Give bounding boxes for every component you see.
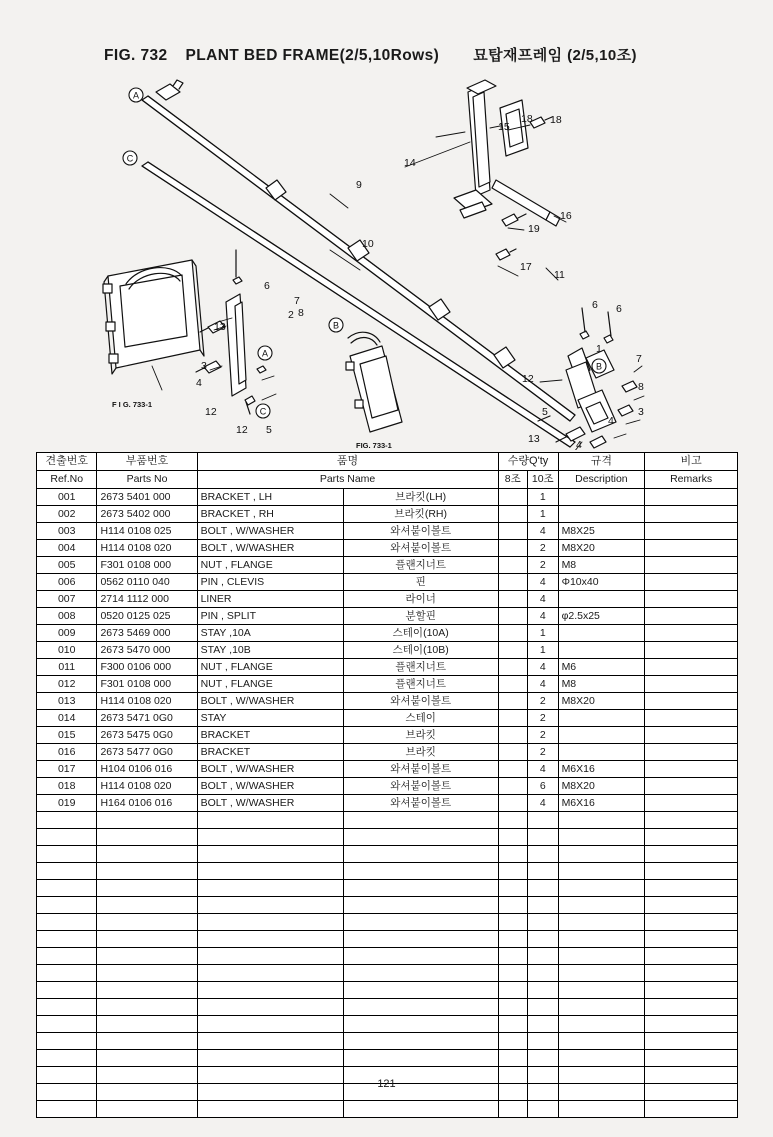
cell-qty-10: 2 <box>527 727 558 744</box>
cell-remarks <box>645 608 738 625</box>
cell-parts-no: H114 0108 020 <box>97 693 197 710</box>
cell-qty-10: 2 <box>527 557 558 574</box>
cell-parts-name-korean: 플랜지너트 <box>343 659 498 676</box>
table-row-empty <box>37 846 738 863</box>
cell-remarks <box>645 795 738 812</box>
svg-text:C: C <box>126 153 134 164</box>
cell-ref-no: 002 <box>37 506 97 523</box>
table-row-empty <box>37 880 738 897</box>
cell-qty-8 <box>498 778 527 795</box>
cell-ref-no: 019 <box>37 795 97 812</box>
table-row-empty <box>37 948 738 965</box>
cell-remarks <box>645 540 738 557</box>
cell-description: M6X16 <box>558 795 645 812</box>
table-row <box>37 523 738 540</box>
table-row <box>37 591 738 608</box>
svg-text:10: 10 <box>362 238 374 250</box>
svg-text:1: 1 <box>596 343 602 355</box>
cell-qty-10: 1 <box>527 506 558 523</box>
header-remarks: Remarks <box>645 471 738 489</box>
table-row-empty <box>37 1050 738 1067</box>
header-remarks-kr: 비고 <box>645 453 738 471</box>
table-row-empty <box>37 1101 738 1118</box>
svg-text:14: 14 <box>404 157 416 169</box>
table-row <box>37 761 738 778</box>
cell-remarks <box>645 676 738 693</box>
cell-parts-name: BOLT , W/WASHER <box>197 523 343 540</box>
svg-text:13: 13 <box>214 321 226 333</box>
cell-parts-name: PIN , CLEVIS <box>197 574 343 591</box>
cell-parts-no: H114 0108 025 <box>97 523 197 540</box>
cell-qty-10: 2 <box>527 693 558 710</box>
svg-text:6: 6 <box>264 280 270 292</box>
cell-qty-8 <box>498 608 527 625</box>
table-header-korean <box>37 453 738 471</box>
cell-qty-8 <box>498 489 527 506</box>
cell-remarks <box>645 659 738 676</box>
cell-description: φ2.5x25 <box>558 608 645 625</box>
cell-parts-name: BRACKET <box>197 744 343 761</box>
cell-remarks <box>645 642 738 659</box>
cell-parts-name-korean: 분할핀 <box>343 608 498 625</box>
cell-parts-name-korean: 와셔붙이볼트 <box>343 778 498 795</box>
cell-parts-name: LINER <box>197 591 343 608</box>
cell-ref-no: 014 <box>37 710 97 727</box>
cell-description: Φ10x40 <box>558 574 645 591</box>
cell-parts-name-korean: 플랜지너트 <box>343 557 498 574</box>
cell-description <box>558 625 645 642</box>
table-row-empty <box>37 931 738 948</box>
cell-ref-no: 005 <box>37 557 97 574</box>
cell-remarks <box>645 557 738 574</box>
cell-description <box>558 506 645 523</box>
cell-remarks <box>645 523 738 540</box>
cell-parts-name: BOLT , W/WASHER <box>197 795 343 812</box>
svg-text:12: 12 <box>236 424 248 436</box>
header-ref-no-kr: 견출번호 <box>37 453 97 471</box>
svg-text:5: 5 <box>266 424 272 436</box>
cell-parts-no: 2714 1112 000 <box>97 591 197 608</box>
cell-qty-8 <box>498 540 527 557</box>
cell-qty-10: 1 <box>527 642 558 659</box>
cell-description <box>558 710 645 727</box>
table-header-english <box>37 471 738 489</box>
header-parts-name: Parts Name <box>197 471 498 489</box>
cell-parts-no: H114 0108 020 <box>97 540 197 557</box>
cell-qty-10: 2 <box>527 744 558 761</box>
svg-text:4: 4 <box>608 415 614 427</box>
cell-parts-name: STAY ,10A <box>197 625 343 642</box>
cell-parts-name-korean: 와셔붙이볼트 <box>343 540 498 557</box>
table-row <box>37 642 738 659</box>
cell-description: M6X16 <box>558 761 645 778</box>
page-number: 121 <box>377 1078 396 1090</box>
cell-parts-name: BRACKET , LH <box>197 489 343 506</box>
cell-remarks <box>645 574 738 591</box>
table-row-empty <box>37 914 738 931</box>
svg-text:6: 6 <box>592 299 598 311</box>
header-parts-no: Parts No <box>97 471 197 489</box>
cell-parts-no: H114 0108 020 <box>97 778 197 795</box>
table-row <box>37 778 738 795</box>
table-row-empty <box>37 1016 738 1033</box>
cell-qty-8 <box>498 676 527 693</box>
svg-text:F I G. 733-1: F I G. 733-1 <box>112 400 153 409</box>
cell-parts-name: BOLT , W/WASHER <box>197 693 343 710</box>
table-row <box>37 710 738 727</box>
cell-qty-10: 4 <box>527 761 558 778</box>
svg-text:4: 4 <box>576 439 582 450</box>
svg-text:11: 11 <box>554 269 565 281</box>
cell-parts-name: BOLT , W/WASHER <box>197 761 343 778</box>
svg-text:A: A <box>261 348 269 359</box>
cell-parts-name-korean: 와셔붙이볼트 <box>343 523 498 540</box>
cell-ref-no: 007 <box>37 591 97 608</box>
cell-ref-no: 008 <box>37 608 97 625</box>
cell-remarks <box>645 744 738 761</box>
cell-description: M6 <box>558 659 645 676</box>
cell-parts-name-korean: 브라킷 <box>343 727 498 744</box>
cell-parts-name-korean: 브라킷(LH) <box>343 489 498 506</box>
cell-remarks <box>645 506 738 523</box>
cell-description: M8 <box>558 557 645 574</box>
svg-text:3: 3 <box>201 360 207 372</box>
table-row <box>37 795 738 812</box>
cell-qty-10: 2 <box>527 710 558 727</box>
cell-remarks <box>645 591 738 608</box>
cell-qty-10: 1 <box>527 625 558 642</box>
svg-text:8: 8 <box>638 381 644 393</box>
cell-description: M8 <box>558 676 645 693</box>
cell-qty-10: 6 <box>527 778 558 795</box>
cell-qty-8 <box>498 761 527 778</box>
svg-text:2: 2 <box>288 309 294 321</box>
svg-text:17: 17 <box>520 261 532 273</box>
cell-parts-name: BRACKET , RH <box>197 506 343 523</box>
cell-parts-no: 0520 0125 025 <box>97 608 197 625</box>
table-row <box>37 676 738 693</box>
table-row <box>37 540 738 557</box>
cell-description <box>558 591 645 608</box>
cell-qty-8 <box>498 744 527 761</box>
cell-qty-8 <box>498 557 527 574</box>
cell-qty-8 <box>498 523 527 540</box>
cell-parts-name: NUT , FLANGE <box>197 659 343 676</box>
cell-ref-no: 015 <box>37 727 97 744</box>
table-row <box>37 557 738 574</box>
cell-ref-no: 018 <box>37 778 97 795</box>
header-ref-no: Ref.No <box>37 471 97 489</box>
cell-qty-10: 4 <box>527 676 558 693</box>
cell-qty-8 <box>498 659 527 676</box>
table-row-empty <box>37 965 738 982</box>
cell-parts-name-korean: 와셔붙이볼트 <box>343 795 498 812</box>
cell-qty-8 <box>498 727 527 744</box>
cell-qty-10: 2 <box>527 540 558 557</box>
cell-parts-no: H104 0106 016 <box>97 761 197 778</box>
figure-number: FIG. 732 <box>104 47 168 64</box>
cell-parts-name: BOLT , W/WASHER <box>197 540 343 557</box>
svg-text:7: 7 <box>294 295 300 307</box>
svg-text:12: 12 <box>522 373 534 385</box>
table-row-empty <box>37 1033 738 1050</box>
cell-description: M8X20 <box>558 693 645 710</box>
svg-text:19: 19 <box>528 223 540 235</box>
cell-parts-no: 2673 5402 000 <box>97 506 197 523</box>
svg-text:12: 12 <box>205 406 217 418</box>
cell-parts-name-korean: 와셔붙이볼트 <box>343 761 498 778</box>
cell-qty-8 <box>498 710 527 727</box>
cell-parts-no: 2673 5470 000 <box>97 642 197 659</box>
cell-qty-8 <box>498 642 527 659</box>
table-row <box>37 744 738 761</box>
figure-name-korean: 묘탑재프레임 (2/5,10조) <box>473 47 637 64</box>
table-row <box>37 727 738 744</box>
table-row <box>37 693 738 710</box>
cell-ref-no: 017 <box>37 761 97 778</box>
cell-parts-no: 2673 5475 0G0 <box>97 727 197 744</box>
cell-ref-no: 013 <box>37 693 97 710</box>
cell-parts-name: NUT , FLANGE <box>197 557 343 574</box>
svg-text:6: 6 <box>616 303 622 315</box>
cell-parts-no: 2673 5469 000 <box>97 625 197 642</box>
cell-qty-10: 4 <box>527 591 558 608</box>
cell-ref-no: 010 <box>37 642 97 659</box>
cell-qty-10: 1 <box>527 489 558 506</box>
cell-description: M8X20 <box>558 540 645 557</box>
cell-qty-8 <box>498 506 527 523</box>
figure-name: PLANT BED FRAME(2/5,10Rows) <box>185 47 440 64</box>
svg-text:13: 13 <box>528 433 540 445</box>
table-row-empty <box>37 999 738 1016</box>
cell-remarks <box>645 710 738 727</box>
svg-text:C: C <box>259 406 267 417</box>
cell-ref-no: 001 <box>37 489 97 506</box>
cell-qty-10: 4 <box>527 795 558 812</box>
cell-description <box>558 727 645 744</box>
cell-qty-8 <box>498 591 527 608</box>
cell-remarks <box>645 693 738 710</box>
cell-description: M8X20 <box>558 778 645 795</box>
cell-description: M8X25 <box>558 523 645 540</box>
svg-text:16: 16 <box>560 210 572 222</box>
cell-parts-name-korean: 핀 <box>343 574 498 591</box>
cell-parts-name-korean: 스테이 <box>343 710 498 727</box>
svg-text:8: 8 <box>298 307 304 319</box>
cell-parts-no: H164 0106 016 <box>97 795 197 812</box>
cell-description <box>558 744 645 761</box>
cell-description <box>558 642 645 659</box>
svg-text:B: B <box>332 320 340 331</box>
table-row <box>37 659 738 676</box>
svg-text:5: 5 <box>542 406 548 418</box>
cell-ref-no: 004 <box>37 540 97 557</box>
cell-parts-name-korean: 스테이(10B) <box>343 642 498 659</box>
cell-parts-name-korean: 브라킷(RH) <box>343 506 498 523</box>
cell-remarks <box>645 625 738 642</box>
header-spec-kr: 규격 <box>558 453 645 471</box>
svg-text:18: 18 <box>550 114 562 126</box>
cell-qty-10: 4 <box>527 574 558 591</box>
cell-remarks <box>645 778 738 795</box>
header-parts-name-kr: 품명 <box>197 453 498 471</box>
cell-description <box>558 489 645 506</box>
cell-parts-name: BRACKET <box>197 727 343 744</box>
cell-remarks <box>645 489 738 506</box>
cell-ref-no: 011 <box>37 659 97 676</box>
cell-ref-no: 003 <box>37 523 97 540</box>
svg-text:7: 7 <box>636 353 642 365</box>
cell-parts-no: 0562 0110 040 <box>97 574 197 591</box>
table-row-empty <box>37 829 738 846</box>
cell-parts-name-korean: 와셔붙이볼트 <box>343 693 498 710</box>
svg-text:B: B <box>595 361 603 372</box>
cell-parts-name: STAY <box>197 710 343 727</box>
header-parts-no-kr: 부품번호 <box>97 453 197 471</box>
svg-text:18: 18 <box>521 113 533 125</box>
cell-parts-name: NUT , FLANGE <box>197 676 343 693</box>
cell-parts-name: STAY ,10B <box>197 642 343 659</box>
table-row <box>37 625 738 642</box>
header-qty-kr: 수량Q'ty <box>498 453 558 471</box>
table-row <box>37 489 738 506</box>
cell-qty-10: 4 <box>527 523 558 540</box>
cell-parts-no: F300 0106 000 <box>97 659 197 676</box>
svg-text:A: A <box>132 90 140 101</box>
svg-text:9: 9 <box>356 179 362 191</box>
cell-remarks <box>645 727 738 744</box>
header-qty-8: 8조 <box>498 471 527 489</box>
cell-ref-no: 006 <box>37 574 97 591</box>
svg-text:FIG. 733-1: FIG. 733-1 <box>356 441 392 450</box>
svg-text:3: 3 <box>638 406 644 418</box>
table-row-empty <box>37 897 738 914</box>
cell-remarks <box>645 761 738 778</box>
cell-ref-no: 012 <box>37 676 97 693</box>
cell-qty-10: 4 <box>527 608 558 625</box>
cell-parts-name-korean: 라이너 <box>343 591 498 608</box>
table-row-empty <box>37 812 738 829</box>
cell-parts-name-korean: 플랜지너트 <box>343 676 498 693</box>
table-row <box>37 506 738 523</box>
svg-text:15: 15 <box>498 121 510 133</box>
cell-qty-10: 4 <box>527 659 558 676</box>
cell-ref-no: 016 <box>37 744 97 761</box>
header-qty-10: 10조 <box>527 471 558 489</box>
table-row-empty <box>37 863 738 880</box>
cell-qty-8 <box>498 625 527 642</box>
cell-parts-no: 2673 5477 0G0 <box>97 744 197 761</box>
cell-ref-no: 009 <box>37 625 97 642</box>
cell-qty-8 <box>498 574 527 591</box>
table-row <box>37 574 738 591</box>
cell-parts-name-korean: 스테이(10A) <box>343 625 498 642</box>
svg-text:4: 4 <box>196 377 202 389</box>
cell-parts-name-korean: 브라킷 <box>343 744 498 761</box>
table-row-empty <box>37 982 738 999</box>
page-title <box>104 44 637 65</box>
header-description: Description <box>558 471 645 489</box>
exploded-parts-diagram <box>30 70 743 450</box>
cell-qty-8 <box>498 693 527 710</box>
cell-parts-name: BOLT , W/WASHER <box>197 778 343 795</box>
cell-parts-no: 2673 5471 0G0 <box>97 710 197 727</box>
cell-parts-no: F301 0108 000 <box>97 676 197 693</box>
cell-parts-no: 2673 5401 000 <box>97 489 197 506</box>
cell-qty-8 <box>498 795 527 812</box>
cell-parts-name: PIN , SPLIT <box>197 608 343 625</box>
table-row <box>37 608 738 625</box>
parts-list-table <box>36 452 738 1118</box>
cell-parts-no: F301 0108 000 <box>97 557 197 574</box>
